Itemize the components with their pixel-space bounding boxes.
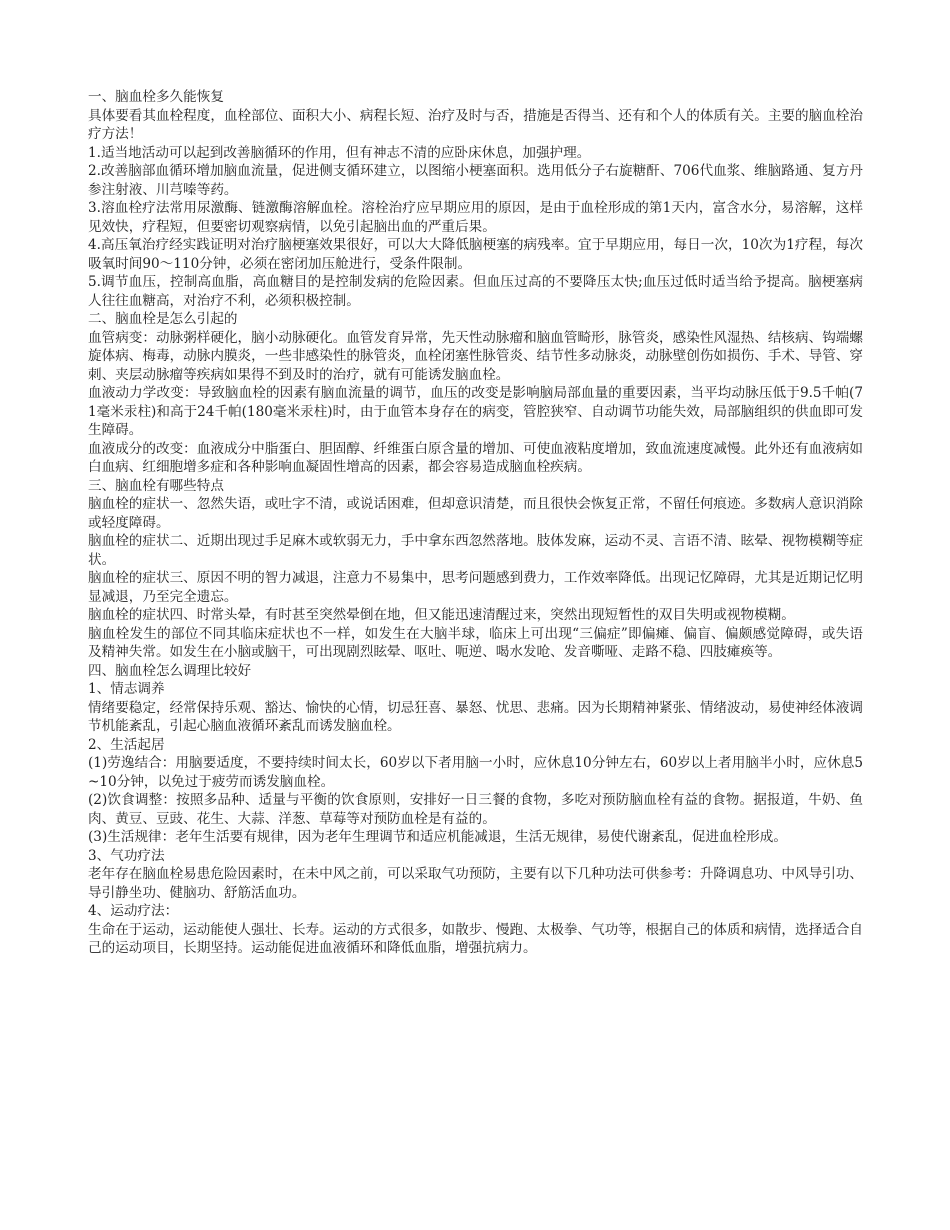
symptom-location: 脑血栓发生的部位不同其临床症状也不一样，如发生在大脑半球，临床上可出现“三偏症”即偏瘫、偏盲、偏颇感觉障碍，或失语及精神失常。如发生在小脑或脑干，可出现剧烈眩晕、呕吐、呃逆、喝水发呛、发音嘶哑、走路不稳、四肢瘫痪等。 (88, 625, 863, 660)
symptom-3: 脑血栓的症状三、原因不明的智力减退，注意力不易集中，思考问题感到费力，工作效率降低。出现记忆障碍，尤其是近期记忆明显减退，乃至完全遗忘。 (88, 570, 863, 605)
subheading-exercise: 4、运动疗法： (88, 903, 179, 919)
section-heading-causes: 二、脑血栓是怎么引起的 (88, 311, 238, 327)
symptom-2: 脑血栓的症状二、近期出现过手足麻木或软弱无力，手中拿东西忽然落地。肢体发麻，运动不灵、言语不清、眩晕、视物模糊等症状。 (88, 533, 863, 568)
lifestyle-item-2: (2)饮食调整：按照多品种、适量与平衡的饮食原则，安排好一日三餐的食物，多吃对预防脑血栓有益的食物。据报道，牛奶、鱼肉、黄豆、豆豉、花生、大蒜、洋葱、草莓等对预防血栓是有益的。 (88, 792, 863, 827)
symptom-1: 脑血栓的症状一、忽然失语，或吐字不清，或说话困难，但却意识清楚，而且很快会恢复正常，不留任何痕迹。多数病人意识消除或轻度障碍。 (88, 496, 863, 531)
paragraph-intro: 具体要看其血栓程度，血栓部位、面积大小、病程长短、治疗及时与否，措施是否得当、还有和个人的体质有关。主要的脑血栓治疗方法！ (88, 107, 863, 142)
cause-hemodynamic: 血液动力学改变：导致脑血栓的因素有脑血流量的调节，血压的改变是影响脑局部血量的重要因素，当平均动脉压低于9.5千帕(71毫米汞柱)和高于24千帕(180毫米汞柱)时，由于血管本身存在的病变，管腔狭窄、自动调节功能失效，局部脑组织的供血即可发生障碍。 (88, 385, 863, 438)
subheading-emotion: 1、情志调养 (88, 681, 165, 697)
paragraph-qigong: 老年存在脑血栓易患危险因素时，在未中风之前，可以采取气功预防，主要有以下几种功法可供参考：升降调息功、中风导引功、导引静坐功、健脑功、舒筋活血功。 (88, 866, 863, 901)
subheading-qigong: 3、气功疗法 (88, 847, 165, 864)
paragraph-exercise: 生命在于运动，运动能使人强壮、长寿。运动的方式很多，如散步、慢跑、太极拳、气功等，根据自己的体质和病情，选择适合自己的运动项目，长期坚持。运动能促进血液循环和降低血脂，增强抗病力。 (88, 921, 863, 956)
document-body (88, 88, 863, 958)
cause-blood-composition: 血液成分的改变：血液成分中脂蛋白、胆固醇、纤维蛋白原含量的增加、可使血液粘度增加，致血流速度减慢。此外还有血液病如白血病、红细胞增多症和各种影响血凝固性增高的因素，都会容易造成脑血栓疾病。 (88, 440, 863, 475)
treatment-item-2: 2.改善脑部血循环增加脑血流量，促进侧支循环建立，以图缩小梗塞面积。选用低分子右旋糖酐、706代血浆、维脑路通、复方丹参注射液、川芎嗪等药。 (88, 163, 863, 198)
cause-vascular: 血管病变：动脉粥样硬化，脑小动脉硬化。血管发育异常，先天性动脉瘤和脑血管畸形，脉管炎，感染性风湿热、结核病、钩端螺旋体病、梅毒，动脉内膜炎，一些非感染性的脉管炎，血栓闭塞性脉管炎、结节性多动脉炎，动脉壁创伤如损伤、手术、导管、穿刺、夹层动脉瘤等疾病如果得不到及时的治疗，就有可能诱发脑血栓。 (88, 329, 863, 383)
section-heading-recovery: 一、脑血栓多久能恢复 (88, 89, 224, 105)
section-heading-features: 三、脑血栓有哪些特点 (88, 477, 224, 494)
symptom-4: 脑血栓的症状四、时常头晕，有时甚至突然晕倒在地，但又能迅速清醒过来，突然出现短暂性的双目失明或视物模糊。 (88, 607, 795, 623)
lifestyle-item-3: (3)生活规律：老年生活要有规律，因为老年生理调节和适应机能减退，生活无规律，易使代谢紊乱，促进血栓形成。 (88, 829, 787, 845)
lifestyle-item-1: (1)劳逸结合：用脑要适度，不要持续时间太长，60岁以下者用脑一小时，应休息10分钟左右，60岁以上者用脑半小时，应休息5~10分钟，以免过于疲劳而诱发脑血栓。 (88, 755, 863, 790)
paragraph-emotion: 情绪要稳定，经常保持乐观、豁达、愉快的心情，切忌狂喜、暴怒、忧思、悲痛。因为长期精神紧张、情绪波动，易使神经体液调节机能紊乱，引起心脑血液循环紊乱而诱发脑血栓。 (88, 699, 863, 734)
treatment-item-4: 4.高压氧治疗经实践证明对治疗脑梗塞效果很好，可以大大降低脑梗塞的病残率。宜于早期应用，每日一次，10次为1疗程，每次吸氧时间90～110分钟，必须在密闭加压舱进行，受条件限制。 (88, 237, 863, 272)
treatment-item-3: 3.溶血栓疗法常用尿激酶、链激酶溶解血栓。溶栓治疗应早期应用的原因，是由于血栓形成的第1天内，富含水分，易溶解，这样见效快，疗程短，但要密切观察病情，以免引起脑出血的严重后果。 (88, 200, 863, 235)
subheading-lifestyle: 2、生活起居 (88, 736, 165, 753)
section-heading-care: 四、脑血栓怎么调理比较好 (88, 662, 252, 679)
treatment-item-1: 1.适当地活动可以起到改善脑循环的作用，但有神志不清的应卧床休息，加强护理。 (88, 144, 591, 161)
treatment-item-5: 5.调节血压，控制高血脂，高血糖目的是控制发病的危险因素。但血压过高的不要降压太快;血压过低时适当给予提高。脑梗塞病人往往血糖高，对治疗不利，必须积极控制。 (88, 274, 863, 309)
